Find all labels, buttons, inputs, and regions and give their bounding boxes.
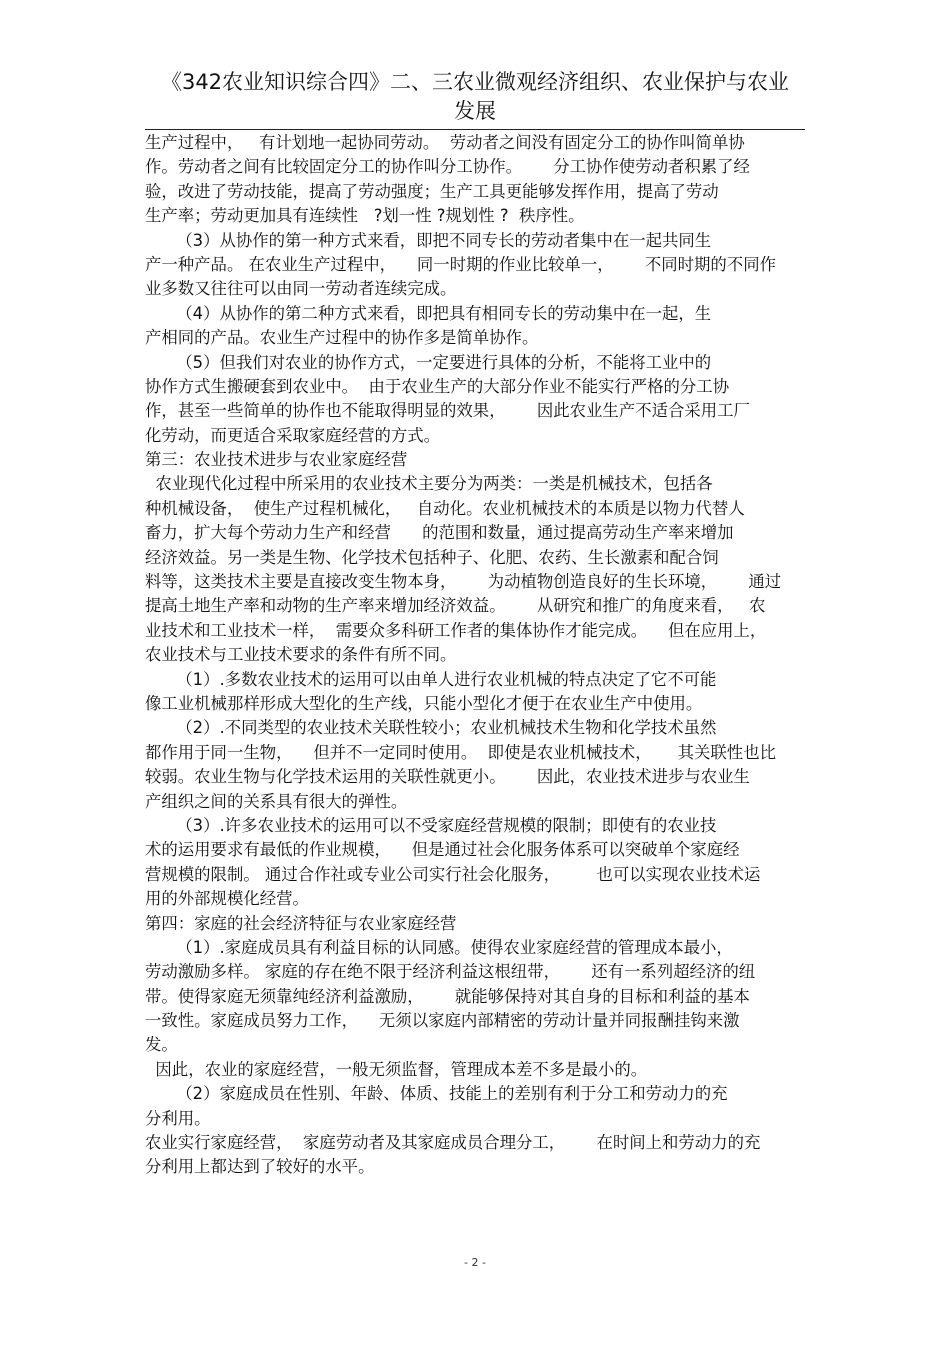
text-line: 劳动激励多样。 家庭的存在绝不限于经济利益这根纽带， 还有一系列超经济的纽: [145, 962, 756, 982]
text-line: 发。: [145, 1035, 178, 1055]
text-line: 经济效益。另一类是生物、化学技术包括种子、化肥、农药、生长激素和配合饲: [145, 547, 719, 567]
page-number: - 2 -: [464, 1256, 486, 1269]
text-line: 验，改进了劳动技能，提高了劳动强度；生产工具更能够发挥作用，提高了劳动: [145, 181, 719, 201]
text-line: 协作方式生搬硬套到农业中。 由于农业生产的大部分作业不能实行严格的分工协: [145, 376, 730, 396]
text-line: 作，甚至一些简单的协作也不能取得明显的效果， 因此农业生产不适合采用工厂: [145, 401, 750, 421]
text-line: 用的外部规模化经营。: [145, 889, 309, 909]
text-line: 料等，这类技术主要是直接改变生物本身， 为动植物创造良好的生长环境， 通过: [145, 572, 782, 592]
text-line: 术的运用要求有最低的作业规模， 但是通过社会化服务体系可以突破单个家庭经: [145, 840, 740, 860]
text-line: 分利用。: [145, 1108, 211, 1128]
text-line: （2）家庭成员在性别、年龄、体质、技能上的差别有利于分工和劳动力的充: [145, 1084, 728, 1104]
text-line: 产相同的产品。农业生产过程中的协作多是简单协作。: [145, 328, 539, 348]
text-line: 农业现代化过程中所采用的农业技术主要分为两类：一类是机械技术，包括各: [145, 474, 713, 494]
text-line: 业多数又往往可以由同一劳动者连续完成。: [145, 279, 457, 299]
text-line: 营规模的限制。 通过合作社或专业公司实行社会化服务， 也可以实现农业技术运: [145, 864, 761, 884]
text-line: （1）.家庭成员具有利益目标的认同感。使得农业家庭经营的管理成本最小，: [145, 937, 733, 957]
text-line: 畜力，扩大每个劳动力生产和经营 的范围和数量，通过提高劳动生产率来增加: [145, 523, 734, 543]
text-line: 农业技术与工业技术要求的条件有所不同。: [145, 645, 457, 665]
header-title-line-2: 发展: [454, 99, 496, 123]
text-line: 生产率；劳动更加具有连续性 ?划一性 ?规划性 ? 秩序性。: [145, 206, 585, 226]
text-line: 第四：家庭的社会经济特征与农业家庭经营: [145, 913, 457, 933]
header-title-line-1: 《342农业知识综合四》二、三农业微观经济组织、农业保护与农业: [160, 70, 790, 94]
text-line: 第三：农业技术进步与农业家庭经营: [145, 450, 408, 470]
text-line: 都作用于同一生物， 但并不一定同时使用。 即使是农业机械技术， 其关联性也比: [145, 742, 776, 762]
text-line: （4）从协作的第二种方式来看，即把具有相同专长的劳动集中在一起，生: [145, 303, 712, 323]
text-line: 业技术和工业技术一样， 需要众多科研工作者的集体协作才能完成。 但在应用上，: [145, 620, 767, 640]
text-line: 种机械设备， 使生产过程机械化， 自动化。农业机械技术的本质是以物力代替人: [145, 498, 745, 518]
header-rule: [145, 129, 805, 130]
text-line: 因此，农业的家庭经营，一般无须监督，管理成本差不多是最小的。: [145, 1059, 648, 1079]
text-line: （5）但我们对农业的协作方式，一定要进行具体的分析，不能将工业中的: [145, 352, 712, 372]
text-line: 产一种产品。 在农业生产过程中， 同一时期的作业比较单一， 不同时期的不同作: [145, 254, 776, 274]
document-body: [145, 131, 807, 1180]
text-line: 一致性。家庭成员努力工作， 无须以家庭内部精密的劳动计量并同报酬挂钩来激: [145, 1011, 740, 1031]
text-line: 产组织之间的关系具有很大的弹性。: [145, 791, 408, 811]
text-line: 像工业机械那样形成大型化的生产线，只能小型化才便于在农业生产中使用。: [145, 693, 703, 713]
text-line: （3）.许多农业技术的运用可以不受家庭经营规模的限制；即使有的农业技: [145, 815, 717, 835]
text-line: 生产过程中， 有计划地一起协同劳动。 劳动者之间没有固定分工的协作叫简单协: [145, 133, 745, 152]
text-line: （1）.多数农业技术的运用可以由单人进行农业机械的特点决定了它不可能: [145, 669, 717, 689]
text-line: 分利用上都达到了较好的水平。: [145, 1157, 375, 1177]
text-line: 带。使得家庭无须靠纯经济利益激励， 就能够保持对其自身的目标和利益的基本: [145, 986, 750, 1006]
text-line: 化劳动，而更适合采取家庭经营的方式。: [145, 425, 441, 445]
text-line: 较弱。农业生物与化学技术运用的关联性就更小。 因此，农业技术进步与农业生: [145, 767, 750, 787]
document-header: [145, 68, 805, 126]
text-line: （2）.不同类型的农业技术关联性较小；农业机械技术生物和化学技术虽然: [145, 718, 717, 738]
text-line: 农业实行家庭经营， 家庭劳动者及其家庭成员合理分工， 在时间上和劳动力的充: [145, 1133, 761, 1153]
text-line: 提高土地生产率和动物的生产率来增加经济效益。 从研究和推广的角度来看， 农: [145, 596, 766, 616]
text-line: 作。劳动者之间有比较固定分工的协作叫分工协作。 分工协作使劳动者积累了经: [145, 157, 750, 177]
text-line: （3）从协作的第一种方式来看，即把不同专长的劳动者集中在一起共同生: [145, 230, 712, 250]
